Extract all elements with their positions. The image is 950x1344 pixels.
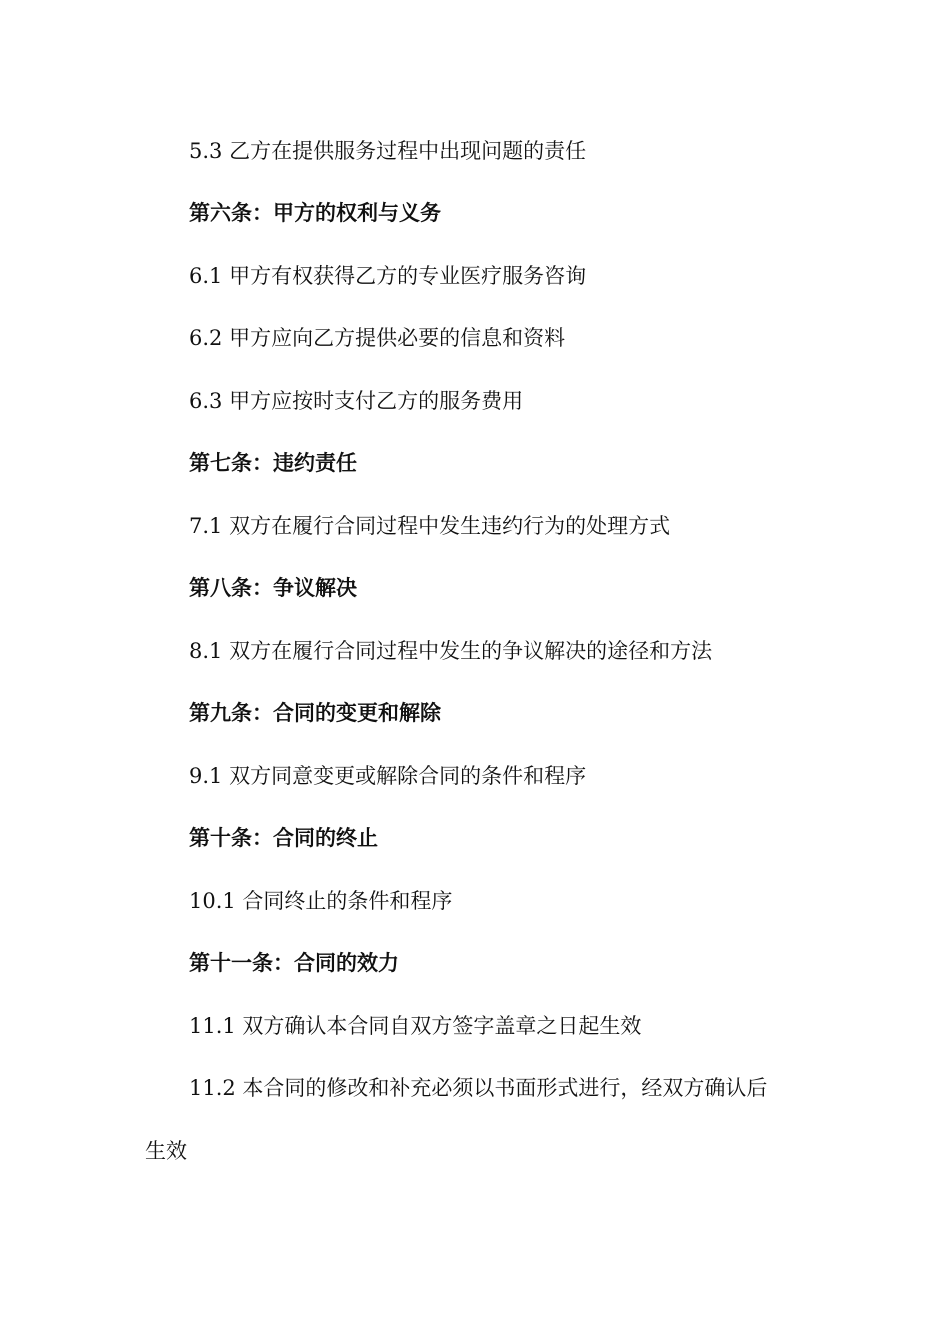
article-8-heading: 第八条：争议解决 [189,576,357,600]
article-11-heading: 第十一条：合同的效力 [189,951,399,975]
clause-6-3: 6.3 甲方应按时支付乙方的服务费用 [189,389,524,413]
article-10-heading: 第十条：合同的终止 [189,826,378,850]
clause-8-1: 8.1 双方在履行合同过程中发生的争议解决的途径和方法 [189,639,713,663]
clause-5-3: 5.3 乙方在提供服务过程中出现问题的责任 [189,139,587,163]
article-7-heading: 第七条：违约责任 [189,451,357,475]
clause-7-1: 7.1 双方在履行合同过程中发生违约行为的处理方式 [189,514,671,538]
clause-11-2-continuation: 生效 [145,1139,187,1163]
clause-10-1: 10.1 合同终止的条件和程序 [189,889,453,913]
clause-11-1: 11.1 双方确认本合同自双方签字盖章之日起生效 [189,1014,642,1038]
clause-6-1: 6.1 甲方有权获得乙方的专业医疗服务咨询 [189,264,587,288]
clause-6-2: 6.2 甲方应向乙方提供必要的信息和资料 [189,326,566,350]
article-9-heading: 第九条：合同的变更和解除 [189,701,441,725]
clause-11-2: 11.2 本合同的修改和补充必须以书面形式进行，经双方确认后 [189,1076,768,1100]
clause-9-1: 9.1 双方同意变更或解除合同的条件和程序 [189,764,587,788]
article-6-heading: 第六条：甲方的权利与义务 [189,201,441,225]
